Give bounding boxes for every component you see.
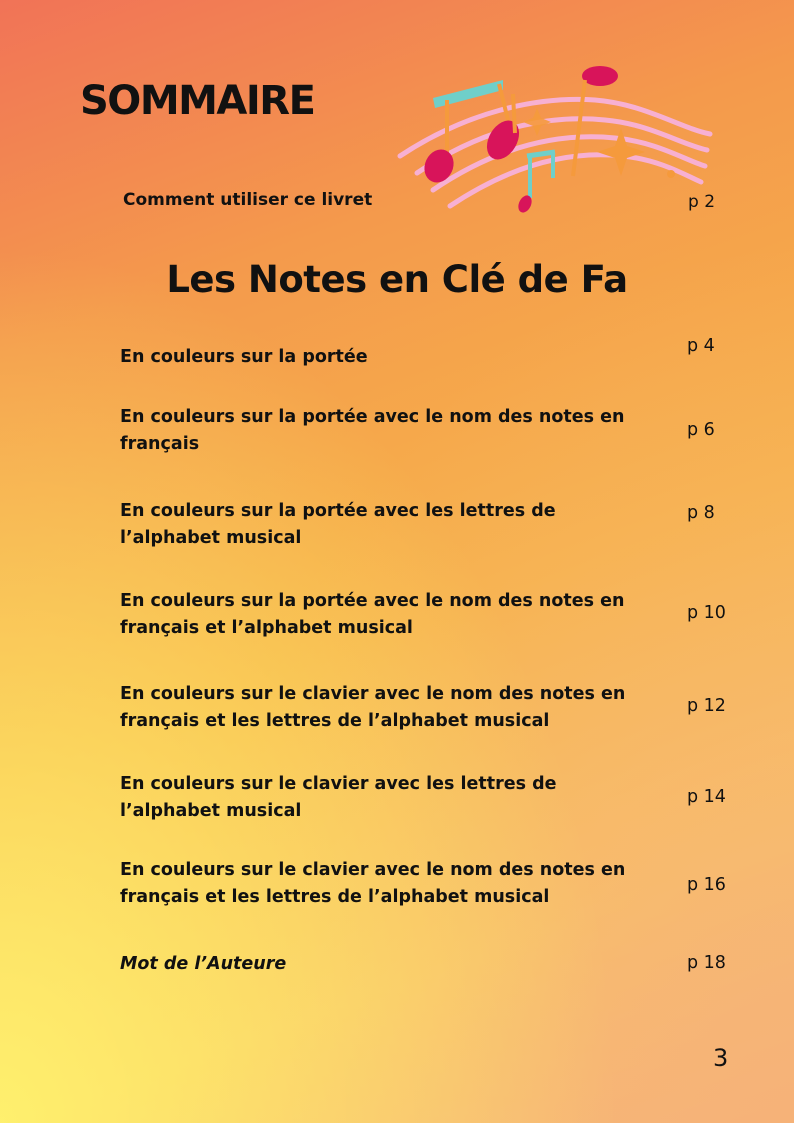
toc-entry-page: p 14 xyxy=(687,787,726,807)
page-title: SOMMAIRE xyxy=(80,78,315,124)
intro-entry[interactable] xyxy=(123,190,723,214)
toc-entry-page: p 18 xyxy=(687,953,726,973)
page-number: 3 xyxy=(713,1044,729,1072)
toc-entry-label: En couleurs sur le clavier avec le nom des notes en français et les lettres de l’alphabet musical xyxy=(120,684,626,731)
toc-entry-label: En couleurs sur la portée avec le nom des notes en français xyxy=(120,407,625,454)
intro-page: p 2 xyxy=(688,192,716,212)
toc-entry-label: En couleurs sur le clavier avec les lettres de l’alphabet musical xyxy=(120,774,557,821)
toc-entry-page: p 10 xyxy=(687,603,726,623)
toc-entry-page: p 8 xyxy=(687,503,715,523)
toc-entry-label: En couleurs sur le clavier avec le nom des notes en français et les lettres de l’alphabet musical xyxy=(120,860,626,907)
toc-entry-label: En couleurs sur la portée avec les lettres de l’alphabet musical xyxy=(120,501,556,548)
toc-entry-page: p 6 xyxy=(687,420,715,440)
toc-entry-label: Mot de l’Auteure xyxy=(120,954,287,974)
toc-entry-page: p 16 xyxy=(687,875,726,895)
toc-entry-page: p 12 xyxy=(687,696,726,716)
toc-entry-label: En couleurs sur la portée xyxy=(120,347,368,367)
section-title: Les Notes en Clé de Fa xyxy=(166,258,628,301)
toc-entry-label: En couleurs sur la portée avec le nom des notes en français et l’alphabet musical xyxy=(120,591,625,638)
intro-label: Comment utiliser ce livret xyxy=(123,190,373,210)
toc-entry-page: p 4 xyxy=(687,336,715,356)
